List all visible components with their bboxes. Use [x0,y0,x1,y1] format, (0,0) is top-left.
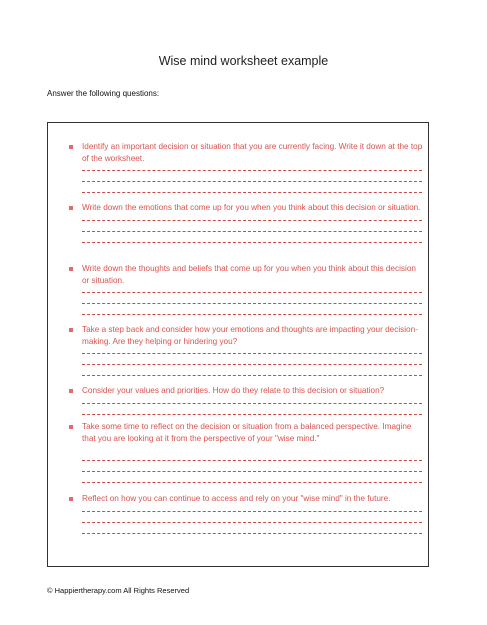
answer-line[interactable] [82,303,422,304]
answer-line[interactable] [82,403,422,404]
bullet-icon [69,267,73,271]
answer-line[interactable] [82,414,422,415]
answer-line[interactable] [82,460,422,461]
question-text: Identify an important decision or situation that you are currently facing. Write it down at the top of the worksheet. [82,142,423,163]
question-6 [60,421,424,483]
answer-line[interactable] [82,533,422,534]
question-text: Reflect on how you can continue to access and rely on your "wise mind" in the future. [82,494,391,503]
question-text: Take some time to reflect on the decision or situation from a balanced perspective. Imagine that you are looking at it from the perspective of your "wise mind." [82,422,412,443]
question-2 [60,202,424,243]
question-text: Consider your values and priorities. How do they relate to this decision or situation? [82,386,385,395]
answer-line[interactable] [82,181,422,182]
question-text: Take a step back and consider how your emotions and thoughts are impacting your decision-making. Are they helping or hindering you? [82,325,418,346]
question-text: Write down the emotions that come up for you when you think about this decision or situation. [82,203,421,212]
question-4 [60,324,424,376]
answer-line[interactable] [82,220,422,221]
question-3 [60,263,424,315]
answer-line[interactable] [82,231,422,232]
answer-line[interactable] [82,353,422,354]
bullet-icon [69,389,73,393]
copyright-footer: © Happiertherapy.com All Rights Reserved [47,586,190,595]
answer-line[interactable] [82,375,422,376]
answer-line[interactable] [82,292,422,293]
answer-line[interactable] [82,364,422,365]
bullet-icon [69,328,73,332]
answer-line[interactable] [82,522,422,523]
answer-line[interactable] [82,242,422,243]
answer-line[interactable] [82,482,422,483]
question-1 [60,141,424,193]
answer-line[interactable] [82,170,422,171]
answer-line[interactable] [82,192,422,193]
answer-line[interactable] [82,471,422,472]
question-7 [60,493,424,534]
bullet-icon [69,497,73,501]
question-text: Write down the thoughts and beliefs that come up for you when you think about this decision or situation. [82,264,416,285]
answer-line[interactable] [82,511,422,512]
instruction-text: Answer the following questions: [47,89,160,98]
question-5 [60,385,424,415]
bullet-icon [69,425,73,429]
bullet-icon [69,206,73,210]
questions-box [47,122,429,567]
answer-line[interactable] [82,314,422,315]
worksheet-title: Wise mind worksheet example [158,54,329,68]
bullet-icon [69,145,73,149]
